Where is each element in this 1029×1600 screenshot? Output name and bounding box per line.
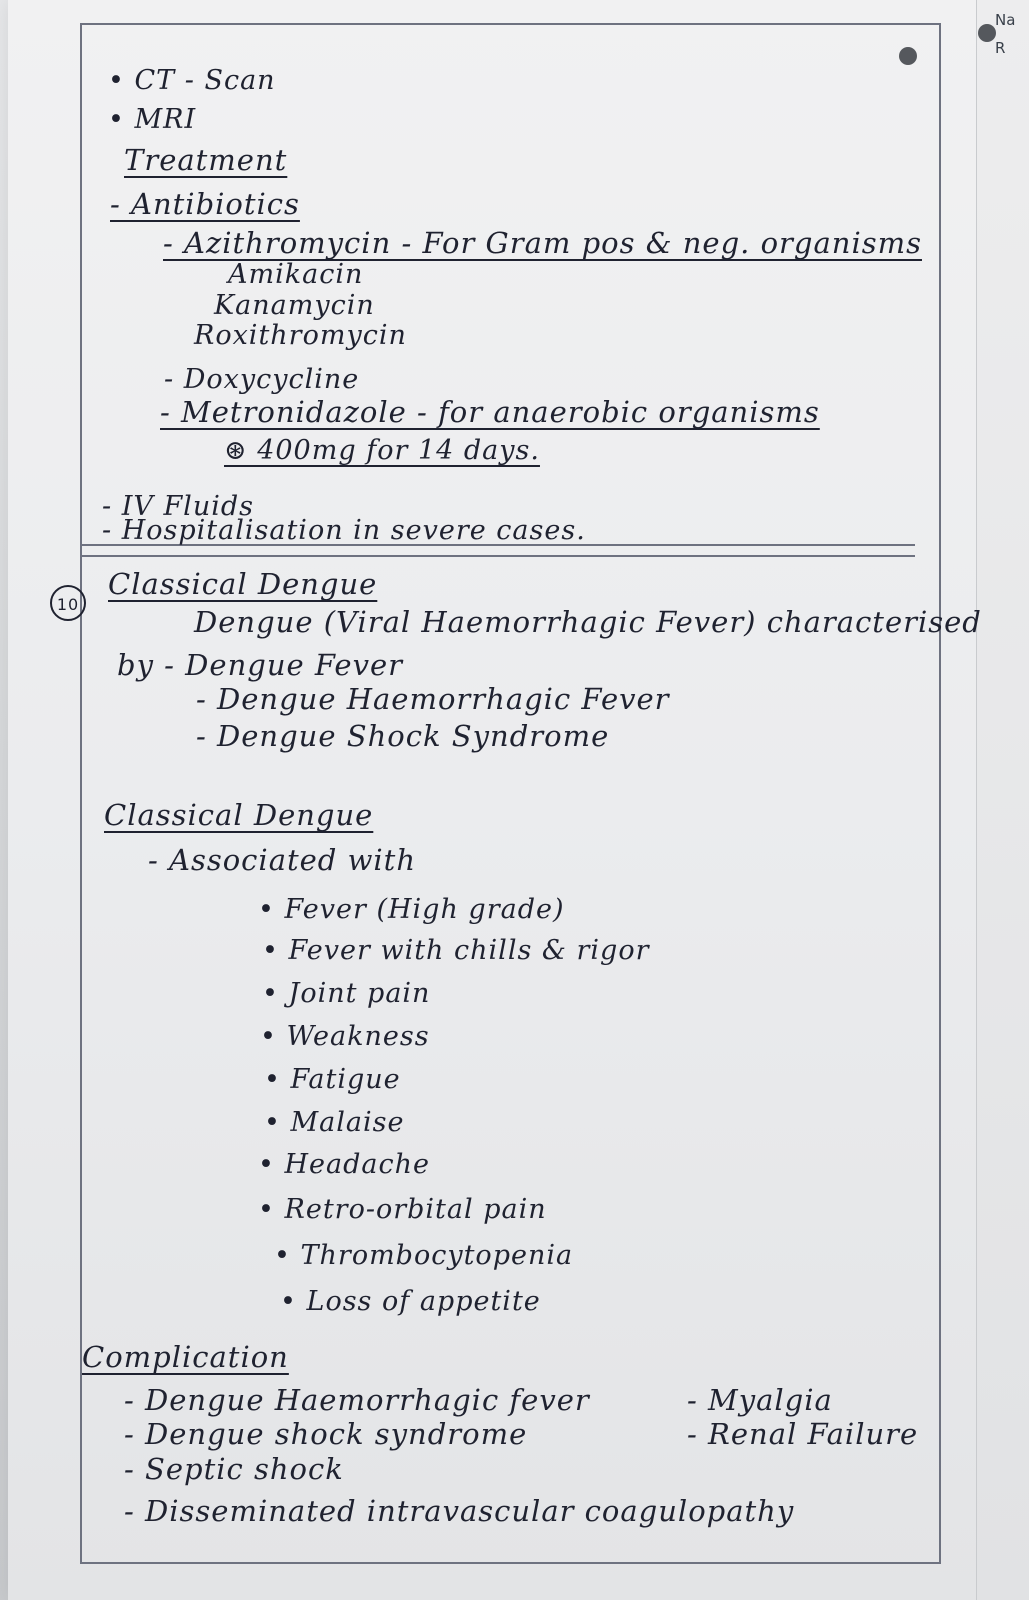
complication-item: - Dengue Haemorrhagic fever [124, 1383, 590, 1417]
dhf-line: - Dengue Haemorrhagic Fever [196, 682, 670, 716]
symptom-item: • Fatigue [264, 1064, 401, 1095]
dose-line: ⊛ 400mg for 14 days. [224, 435, 540, 466]
mri-line: • MRI [108, 104, 197, 135]
symptom-item: • Retro-orbital pain [258, 1194, 547, 1225]
complication-item: - Myalgia [687, 1383, 833, 1417]
dss-line: - Dengue Shock Syndrome [196, 719, 610, 753]
complication-item: - Renal Failure [687, 1417, 919, 1451]
roxithromycin-line: Roxithromycin [194, 320, 407, 351]
azithromycin-line: - Azithromycin - For Gram pos & neg. organisms [163, 226, 922, 260]
symptom-item: • Fever (High grade) [258, 894, 565, 925]
amikacin-line: Amikacin [228, 259, 364, 290]
hospitalization-line: - Hospitalisation in severe cases. [102, 515, 586, 546]
metronidazole-line: - Metronidazole - for anaerobic organisms [160, 395, 820, 429]
antibiotics-heading: - Antibiotics [110, 187, 300, 221]
complication-item: - Septic shock [124, 1452, 344, 1486]
iv-fluids-line: - IV Fluids [102, 491, 254, 522]
kanamycin-line: Kanamycin [214, 290, 375, 321]
symptom-item: • Weakness [260, 1021, 430, 1052]
dengue-fever-line: by - Dengue Fever [117, 648, 404, 682]
corner-text-line-2: R [995, 39, 1006, 57]
complication-heading: Complication [82, 1340, 289, 1374]
symptom-item: • Joint pain [262, 978, 431, 1009]
ct-scan-line: • CT - Scan [108, 65, 276, 96]
symptom-item: • Thrombocytopenia [274, 1240, 574, 1271]
treatment-heading: Treatment [124, 143, 288, 177]
complication-item: - Disseminated intravascular coagulopathy [124, 1494, 795, 1528]
doxycycline-line: - Doxycycline [164, 364, 360, 395]
symptom-item: • Loss of appetite [280, 1286, 541, 1317]
symptom-item: • Malaise [264, 1107, 405, 1138]
corner-text-line-1: Na [995, 11, 1016, 29]
section-number-badge: 10 [50, 585, 86, 621]
symptom-item: • Fever with chills & rigor [262, 935, 650, 966]
symptom-item: • Headache [258, 1149, 430, 1180]
dengue-definition-line: Dengue (Viral Haemorrhagic Fever) characterised [194, 605, 982, 639]
classical-dengue-heading-2: Classical Dengue [104, 798, 374, 832]
classical-dengue-heading-1: Classical Dengue [108, 567, 378, 601]
associated-with-line: - Associated with [148, 843, 417, 877]
complication-item: - Dengue shock syndrome [124, 1417, 528, 1451]
